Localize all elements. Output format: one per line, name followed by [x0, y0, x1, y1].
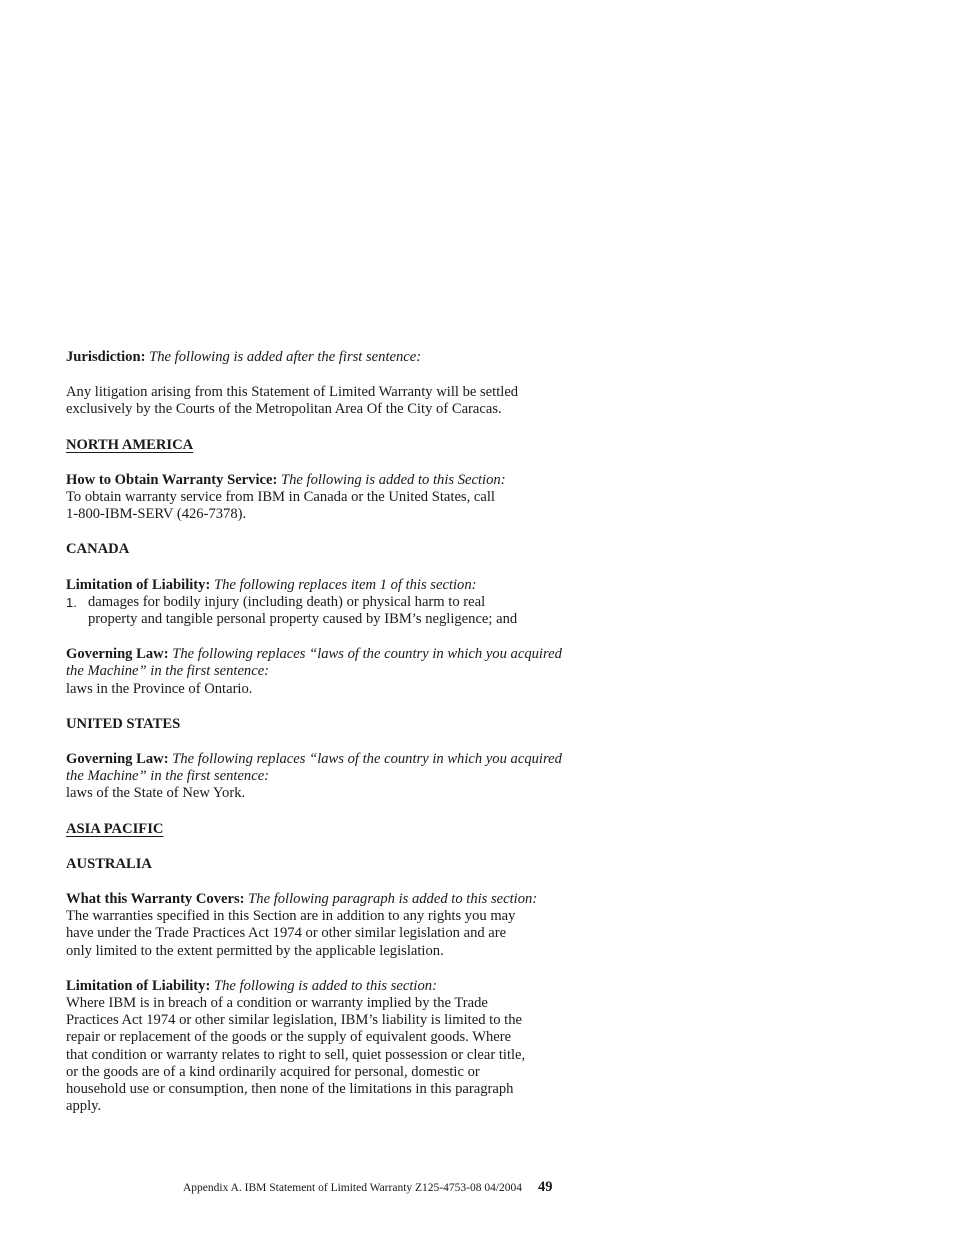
page-number: 49	[538, 1179, 553, 1195]
australia-covers-note: The following paragraph is added to this section:	[248, 891, 538, 908]
text-line: damages for bodily injury (including death) or physical harm to real	[88, 593, 486, 610]
text-line: Practices Act 1974 or other similar legislation, IBM’s liability is limited to the	[66, 1012, 522, 1029]
list-item-number: 1.	[66, 594, 77, 610]
section-heading-north-america: NORTH AMERICA	[66, 436, 194, 453]
jurisdiction-note: The following is added after the first sentence:	[149, 349, 422, 365]
canada-law-note: The following replaces “laws of the country in which you acquired	[172, 646, 562, 663]
jurisdiction-body	[66, 384, 576, 418]
text-line: repair or replacement of the goods or the supply of equivalent goods. Where	[66, 1029, 512, 1046]
warranty-service-body	[66, 489, 576, 523]
us-law-label: Governing Law:	[66, 751, 169, 768]
page-footer	[183, 1179, 553, 1196]
list-item	[66, 594, 576, 628]
warranty-service-heading	[66, 472, 576, 489]
footer-text: Appendix A. IBM Statement of Limited Warranty Z125-4753-08 04/2004	[183, 1182, 523, 1194]
australia-covers-heading	[66, 891, 576, 908]
canada-liability-note: The following replaces item 1 of this section:	[213, 576, 477, 593]
canada-law-heading	[66, 646, 576, 680]
australia-liability-note: The following is added to this section:	[213, 977, 437, 994]
australia-covers-body	[66, 908, 576, 960]
us-law-note: The following replaces “laws of the country in which you acquired	[172, 751, 562, 768]
australia-liability-body	[66, 995, 576, 1115]
text-line: household use or consumption, then none of the limitations in this paragraph	[66, 1081, 514, 1098]
australia-liability-label: Limitation of Liability:	[66, 977, 211, 994]
text-line: Where IBM is in breach of a condition or warranty implied by the Trade	[66, 995, 488, 1012]
australia-liability-heading	[66, 978, 576, 995]
text-line: apply.	[66, 1098, 102, 1115]
jurisdiction-heading	[66, 349, 576, 366]
canada-law-body: laws in the Province of Ontario.	[66, 680, 253, 697]
text-line: To obtain warranty service from IBM in Canada or the United States, call	[66, 489, 495, 506]
canada-liability-label: Limitation of Liability:	[66, 576, 211, 593]
canada-liability-heading	[66, 577, 576, 594]
section-heading-canada: CANADA	[66, 541, 130, 558]
section-heading-united-states: UNITED STATES	[66, 715, 181, 732]
canada-law-note-cont: the Machine” in the first sentence:	[66, 663, 270, 680]
us-law-note-cont: the Machine” in the first sentence:	[66, 768, 270, 785]
text-line: have under the Trade Practices Act 1974 or other similar legislation and are	[66, 925, 507, 942]
jurisdiction-label: Jurisdiction:	[66, 349, 146, 365]
warranty-service-label: How to Obtain Warranty Service:	[66, 471, 278, 488]
text-line: property and tangible personal property caused by IBM’s negligence; and	[88, 611, 518, 628]
text-line: The warranties specified in this Section are in addition to any rights you may	[66, 908, 516, 925]
text-line: or the goods are of a kind ordinarily acquired for personal, domestic or	[66, 1063, 480, 1080]
section-heading-asia-pacific: ASIA PACIFIC	[66, 820, 164, 837]
text-line: 1-800-IBM-SERV (426-7378).	[66, 506, 247, 523]
section-heading-australia: AUSTRALIA	[66, 855, 152, 872]
warranty-service-note: The following is added to this Section:	[280, 471, 506, 488]
us-law-heading	[66, 751, 576, 785]
text-line: that condition or warranty relates to right to sell, quiet possession or clear title,	[66, 1046, 526, 1063]
us-law-body: laws of the State of New York.	[66, 785, 246, 802]
document-body	[66, 349, 576, 1116]
text-line: Any litigation arising from this Statement of Limited Warranty will be settled	[66, 384, 519, 401]
australia-covers-label: What this Warranty Covers:	[66, 891, 245, 908]
text-line: only limited to the extent permitted by the applicable legislation.	[66, 942, 444, 959]
text-line: exclusively by the Courts of the Metropolitan Area Of the City of Caracas.	[66, 401, 502, 418]
canada-law-label: Governing Law:	[66, 646, 169, 663]
